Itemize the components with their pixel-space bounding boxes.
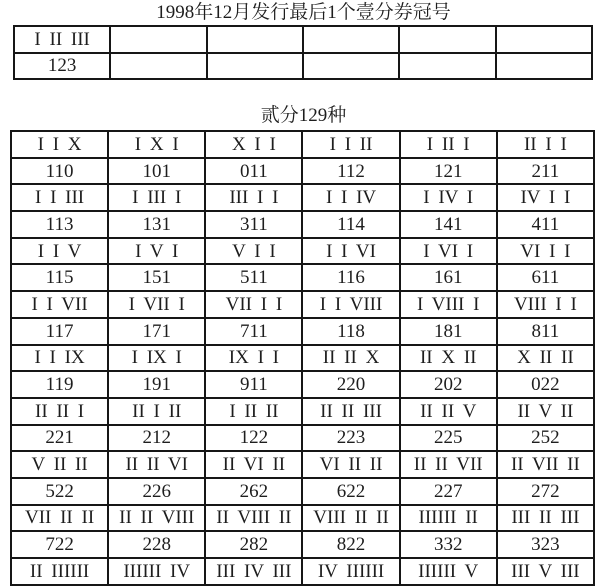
table-row [11,478,594,505]
table-cell: 161 [400,264,497,291]
table-row [11,345,594,372]
table-cell: III II III [497,505,594,532]
table-cell [399,26,495,53]
table-cell: I I II [302,131,399,158]
table-cell: 220 [302,371,399,398]
table-row [11,398,594,425]
table-cell: 722 [11,531,108,558]
table-row [11,264,594,291]
table-cell: VI II II [302,451,399,478]
table-row [14,26,592,53]
table-cell: I II I [400,131,497,158]
table-cell: 131 [108,211,205,238]
table-cell: I IV I [400,184,497,211]
one-fen-prefix-table-body [14,26,592,79]
table-cell: VII II II [11,505,108,532]
table-cell: III V III [497,558,594,585]
table-cell: II II X [302,345,399,372]
table-cell: I I VIII [302,291,399,318]
table-cell: VII I I [205,291,302,318]
table-cell: 611 [497,264,594,291]
table-cell: 282 [205,531,302,558]
table-cell: II II VI [108,451,205,478]
table-cell: 171 [108,318,205,345]
table-cell: 311 [205,211,302,238]
table-row [11,238,594,265]
table-row [11,318,594,345]
table-row [11,291,594,318]
table-cell: 226 [108,478,205,505]
table-cell: I I IV [302,184,399,211]
two-fen-prefix-table [10,130,595,586]
two-fen-prefix-table-body [11,131,594,585]
table-cell: I I III [11,184,108,211]
table-row [11,131,594,158]
table-cell [207,53,303,80]
table-cell: 114 [302,211,399,238]
table-cell: III I I [205,184,302,211]
table-cell: 223 [302,425,399,452]
table-cell: 123 [14,53,110,80]
table-cell: I VII I [108,291,205,318]
table-row [11,451,594,478]
table-cell: 822 [302,531,399,558]
table-cell: IV I I [497,184,594,211]
table-cell: I I X [11,131,108,158]
table-cell: 711 [205,318,302,345]
table-row [11,158,594,185]
table-cell: I X I [108,131,205,158]
table-cell: I I V [11,238,108,265]
table-cell: I II III [14,26,110,53]
table-cell: VIII II II [302,505,399,532]
table-cell: 113 [11,211,108,238]
table-cell: II X II [400,345,497,372]
table-cell: 117 [11,318,108,345]
table-cell: V I I [205,238,302,265]
table-cell: 119 [11,371,108,398]
table-cell: II I I [497,131,594,158]
table-cell: 522 [11,478,108,505]
table-cell: 225 [400,425,497,452]
table-cell: II II VIII [108,505,205,532]
table-cell: 811 [497,318,594,345]
table-cell: 112 [302,158,399,185]
table-cell: 911 [205,371,302,398]
table-cell [110,26,206,53]
table-cell: 011 [205,158,302,185]
table-cell: 221 [11,425,108,452]
table-cell [399,53,495,80]
table-cell [207,26,303,53]
table-cell [496,53,592,80]
table-cell: X II II [497,345,594,372]
table-cell [303,26,399,53]
table-cell: II VII II [497,451,594,478]
table-cell: IIIIII V [400,558,497,585]
table-cell: IV IIIIII [302,558,399,585]
table-row [11,531,594,558]
table-cell: III IV III [205,558,302,585]
table-cell: IIIIII II [400,505,497,532]
table-cell: I I IX [11,345,108,372]
table-cell: I V I [108,238,205,265]
table-cell: 101 [108,158,205,185]
table-cell: 227 [400,478,497,505]
table-cell: II I II [108,398,205,425]
table-row [11,371,594,398]
table-row [11,505,594,532]
table-cell: I III I [108,184,205,211]
table-cell: II IIIIII [11,558,108,585]
table-cell: 022 [497,371,594,398]
table-cell: 121 [400,158,497,185]
table-cell: II VIII II [205,505,302,532]
table-row [11,184,594,211]
table-cell: 115 [11,264,108,291]
table-cell: I II II [205,398,302,425]
table-cell [496,26,592,53]
table-cell: VI I I [497,238,594,265]
table-cell: X I I [205,131,302,158]
table-cell: 511 [205,264,302,291]
table-cell: 118 [302,318,399,345]
table-cell: 323 [497,531,594,558]
document-title: 1998年12月发行最后1个壹分券冠号 [156,2,451,23]
table-cell: II II III [302,398,399,425]
table-cell: 141 [400,211,497,238]
table-cell: 212 [108,425,205,452]
table-cell: II II V [400,398,497,425]
table-cell: IX I I [205,345,302,372]
table-cell: II V II [497,398,594,425]
table-cell: II II I [11,398,108,425]
table-cell: 202 [400,371,497,398]
table-cell: 211 [497,158,594,185]
table-row [11,211,594,238]
table-cell [303,53,399,80]
table-cell: 116 [302,264,399,291]
table-cell: IIIIII IV [108,558,205,585]
table-cell: I I VII [11,291,108,318]
table-row [11,425,594,452]
table-cell [110,53,206,80]
table-cell: 332 [400,531,497,558]
table-cell: II VI II [205,451,302,478]
table-cell: I VIII I [400,291,497,318]
table-cell: 191 [108,371,205,398]
table-cell: 272 [497,478,594,505]
table-cell: II II VII [400,451,497,478]
table-cell: 228 [108,531,205,558]
table-cell: 181 [400,318,497,345]
table-cell: VIII I I [497,291,594,318]
table-cell: 252 [497,425,594,452]
table-row [11,558,594,585]
table-cell: 622 [302,478,399,505]
table-cell: I VI I [400,238,497,265]
table-cell: 262 [205,478,302,505]
table-cell: I I VI [302,238,399,265]
table-cell: 110 [11,158,108,185]
table-cell: 122 [205,425,302,452]
two-fen-section-title: 贰分129种 [260,105,347,126]
table-row [14,53,592,80]
table-cell: 411 [497,211,594,238]
table-cell: V II II [11,451,108,478]
table-cell: I IX I [108,345,205,372]
one-fen-prefix-table [13,25,593,80]
table-cell: 151 [108,264,205,291]
